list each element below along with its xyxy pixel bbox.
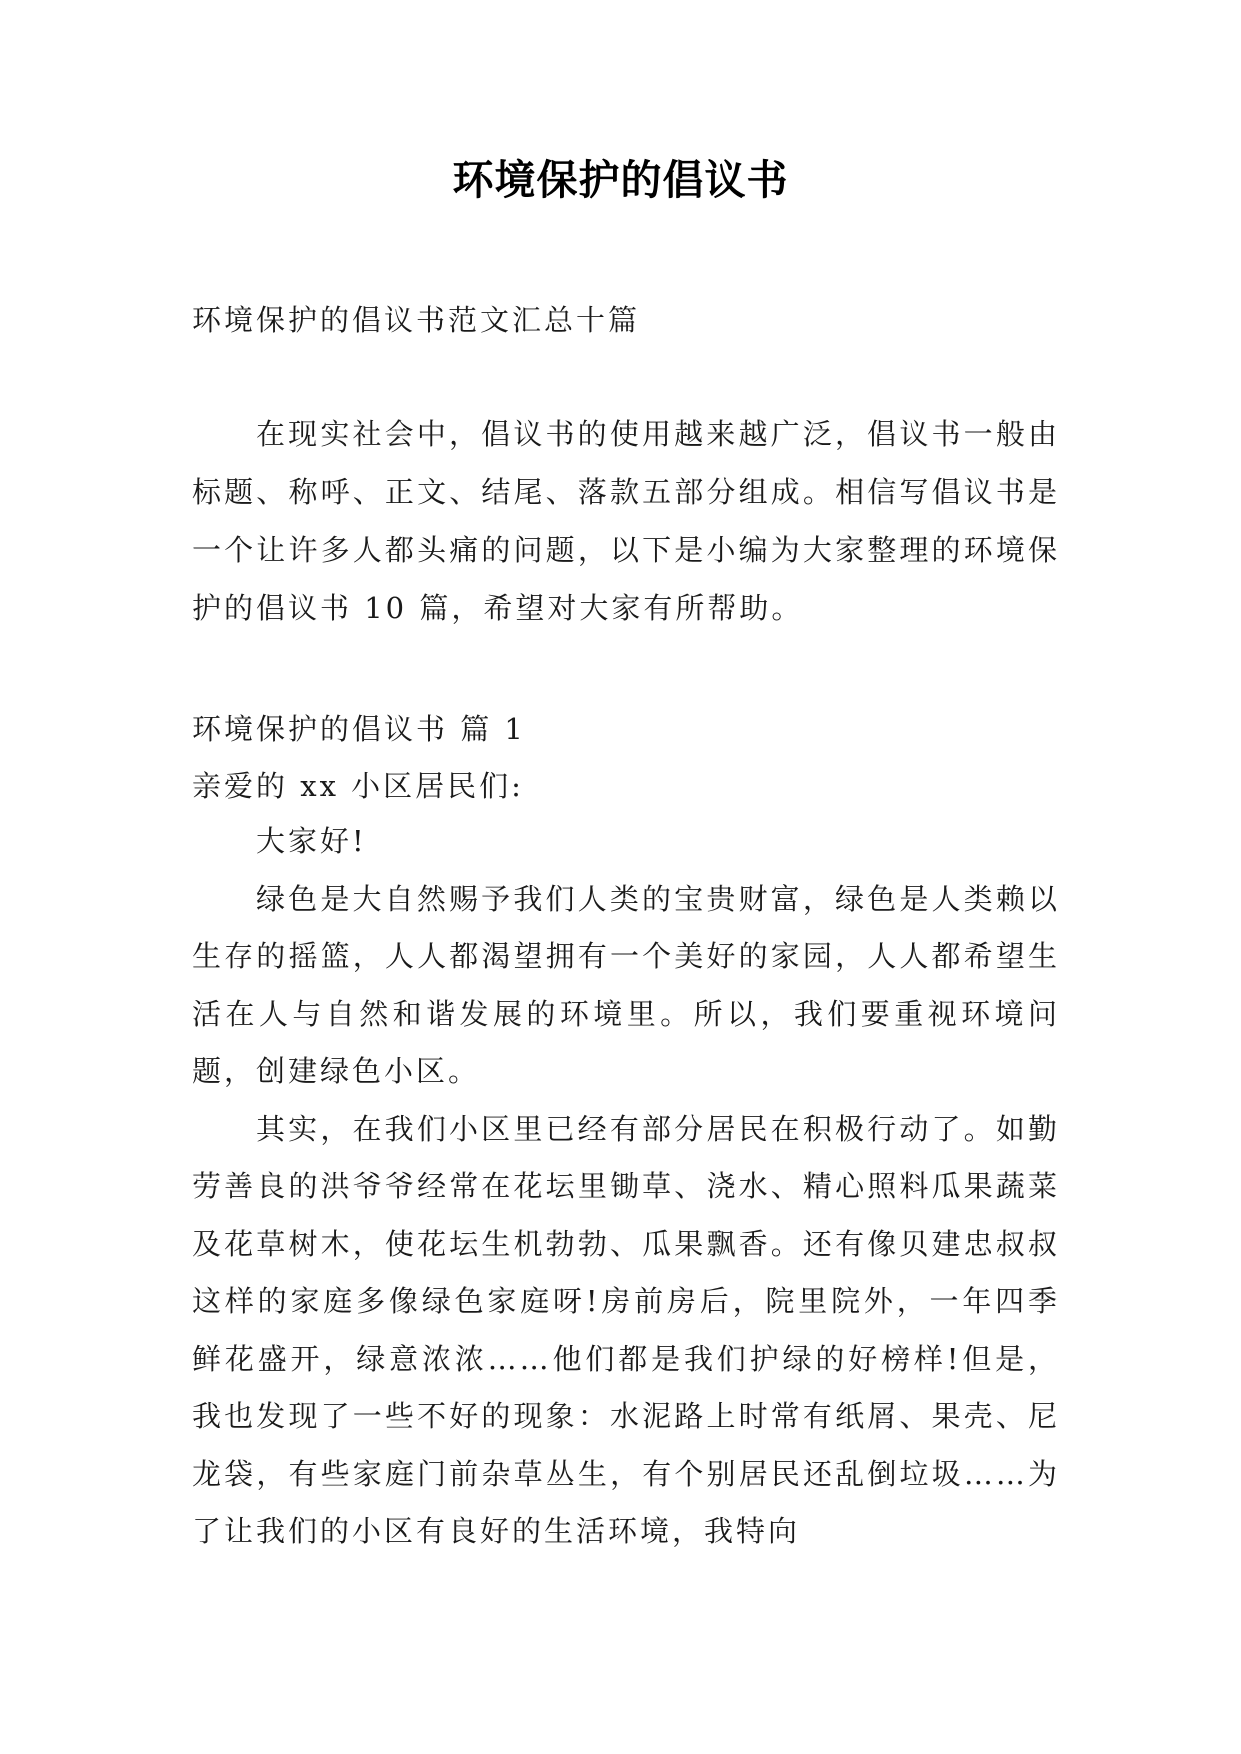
intro-paragraph: 在现实社会中，倡议书的使用越来越广泛，倡议书一般由标题、称呼、正文、结尾、落款五部分组成。相信写倡议书是一个让许多人都头痛的问题，以下是小编为大家整理的环境保护的倡议书 10 篇，希望对大家有所帮助。	[192, 417, 1060, 625]
document-subtitle: 环境保护的倡议书范文汇总十篇	[192, 303, 641, 337]
body-paragraph: 绿色是大自然赐予我们人类的宝贵财富，绿色是人类赖以生存的摇篮，人人都渴望拥有一个美好的家园，人人都希望生活在人与自然和谐发展的环境里。所以，我们要重视环境问题，创建绿色小区。	[192, 881, 1060, 1088]
letter-body	[192, 813, 1060, 1561]
section-heading: 环境保护的倡议书 篇 1	[192, 712, 526, 746]
document-title: 环境保护的倡议书	[452, 156, 789, 204]
body-paragraph: 其实，在我们小区里已经有部分居民在积极行动了。如勤劳善良的洪爷爷经常在花坛里锄草、浇水、精心照料瓜果蔬菜及花草树木，使花坛生机勃勃、瓜果飘香。还有像贝建忠叔叔这样的家庭多像绿色家庭呀!房前房后，院里院外，一年四季鲜花盛开，绿意浓浓……他们都是我们护绿的好榜样!但是，我也发现了一些不好的现象：水泥路上时常有纸屑、果壳、尼龙袋，有些家庭门前杂草丛生，有个别居民还乱倒垃圾……为了让我们的小区有良好的生活环境，我特向	[192, 1111, 1060, 1548]
body-paragraph-greeting: 大家好!	[256, 824, 367, 858]
salutation: 亲爱的 xx 小区居民们:	[192, 769, 524, 803]
